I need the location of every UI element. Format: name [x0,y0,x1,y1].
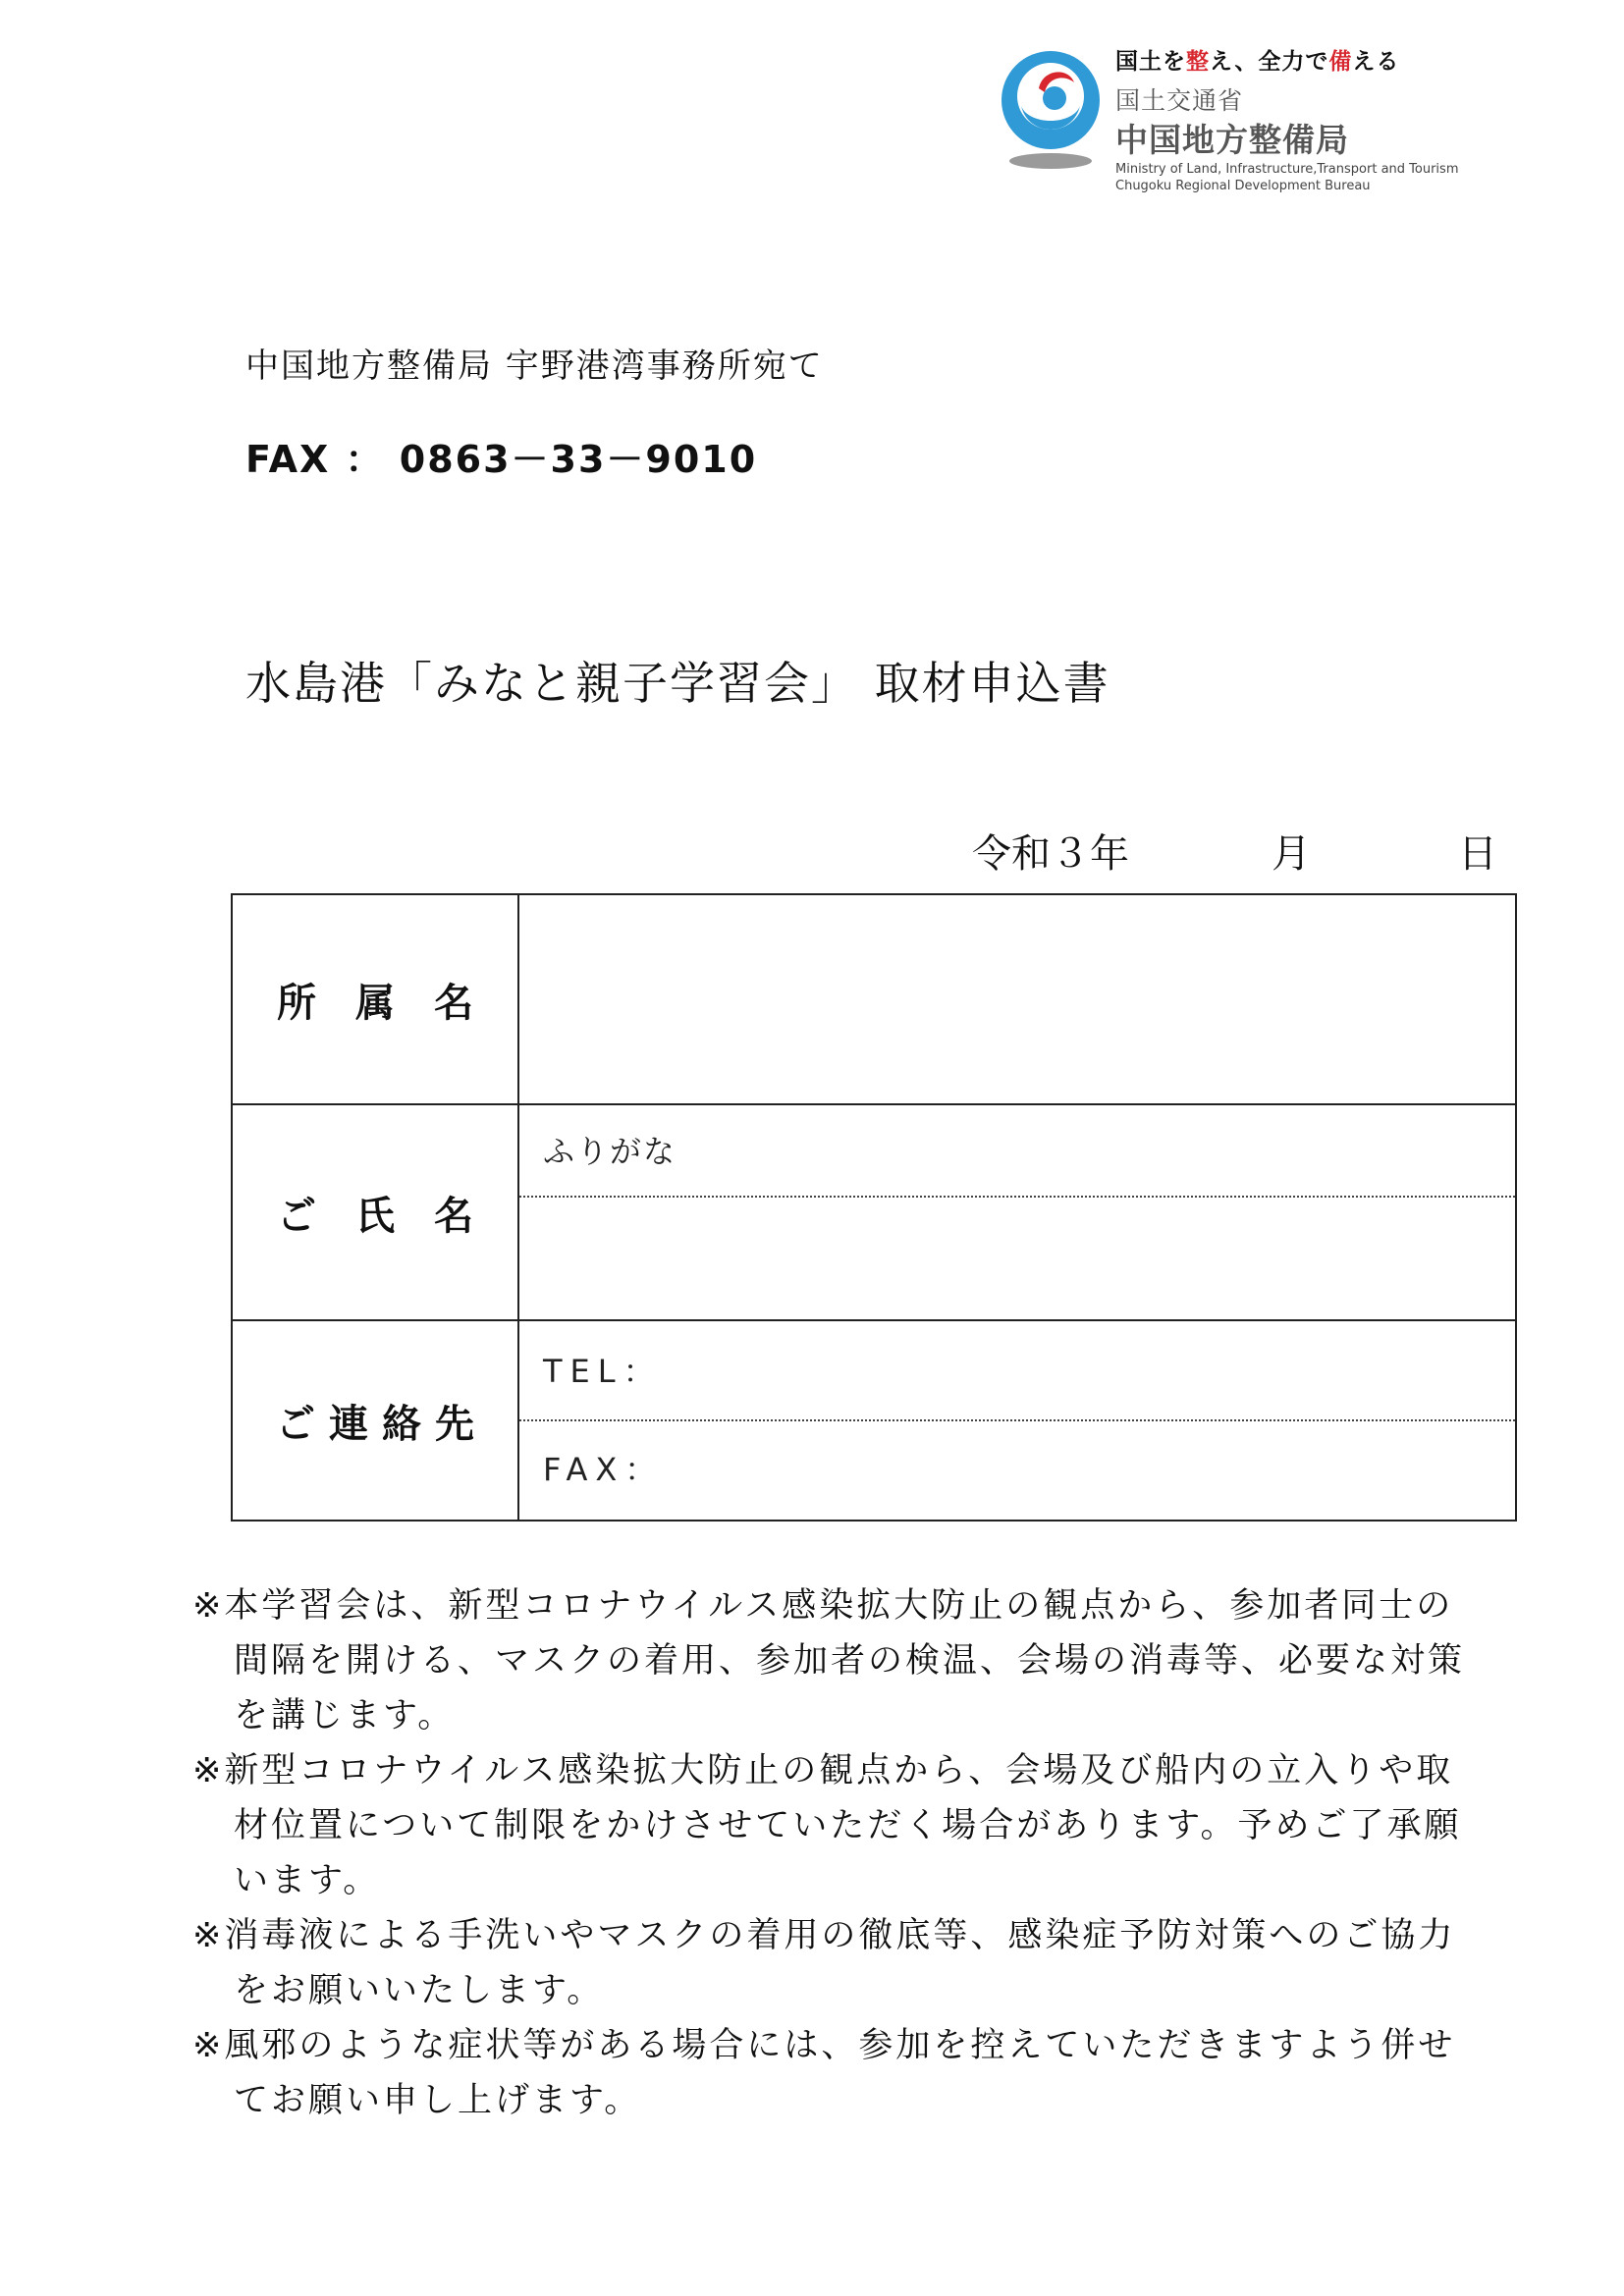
bureau-name-en: Chugoku Regional Development Bureau [1115,179,1371,193]
notes [192,1578,1469,2128]
application-form-table [231,893,1517,1522]
contact-label: ご連絡先 [233,1321,519,1520]
name-cell [519,1105,1515,1319]
note-item: ※新型コロナウイルス感染拡大防止の観点から、会場及び船内の立入りや取材位置について制限をかけさせていただく場合があります。予めご了承願います。 [192,1751,1462,1900]
form-title: 水島港「みなと親子学習会」 取材申込書 [245,657,1110,710]
date-era-year: 令和３年 [972,831,1129,877]
fax-number: FAX ： 0863－33－9010 [245,438,758,481]
affiliation-field[interactable] [519,895,1515,1103]
affiliation-label: 所属名 [233,895,519,1103]
affiliation-row [233,895,1515,1103]
contact-row [233,1319,1515,1520]
note-item: ※本学習会は、新型コロナウイルス感染拡大防止の観点から、参加者同士の間隔を開ける、マスクの着用、参加者の検温、会場の消毒等、必要な対策を講じます。 [192,1586,1466,1735]
name-row [233,1103,1515,1319]
furigana-label: ふりがな [543,1133,677,1170]
ministry-name-en: Ministry of Land, Infrastructure,Transport and Tourism [1115,162,1459,177]
bureau-logo [1000,43,1589,193]
bureau-emblem-icon [1000,49,1102,173]
contact-cell [519,1321,1515,1520]
note-item: ※風邪のような症状等がある場合には、参加を控えていただきますよう併せてお願い申し上げます。 [192,2026,1456,2120]
tel-field[interactable] [667,1321,1515,1419]
name-label: ご氏名 [233,1105,519,1319]
ministry-name-ja: 国土交通省 [1115,86,1244,115]
logo-slogan: 国土を整え、全力で備える [1115,49,1400,75]
fax-field[interactable] [667,1421,1515,1520]
name-field[interactable] [519,1198,1515,1319]
tel-label: TEL： [543,1353,663,1390]
fax-label: FAX： [543,1451,665,1488]
addressee: 中国地方整備局 宇野港湾事務所宛て [245,347,824,386]
bureau-name-ja: 中国地方整備局 [1115,121,1349,159]
furigana-field[interactable] [519,1105,1515,1196]
date-month: 月 [1272,831,1311,877]
date-day: 日 [1458,831,1497,877]
note-item: ※消毒液による手洗いやマスクの着用の徹底等、感染症予防対策へのご協力をお願いいたします。 [192,1916,1456,2010]
